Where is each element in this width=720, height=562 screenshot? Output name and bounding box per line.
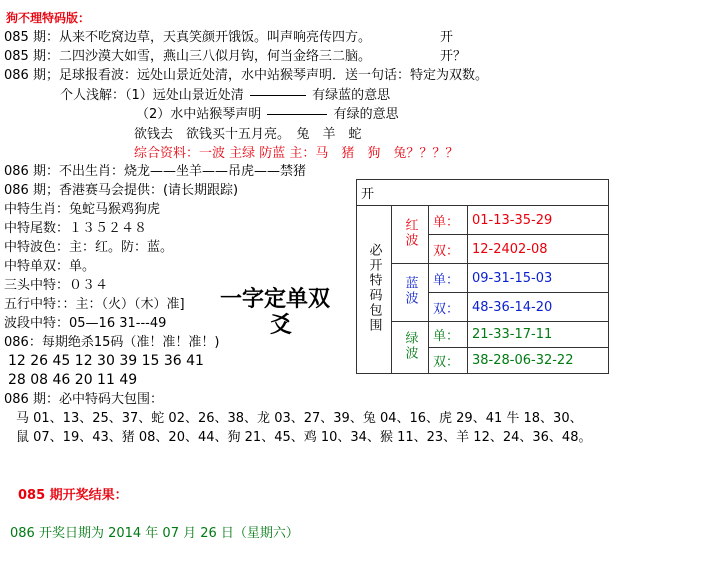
- personal-note-2-meaning: 有绿的意思: [333, 107, 399, 122]
- box-blue-label: [392, 264, 429, 322]
- box-blue-even: 48-36-14-20: [468, 293, 609, 322]
- big-surround-2: 鼠 07、19、43、猪 08、20、44、狗 21、45、鸡 10、34、猴 11、23、羊 12、24、36、48。: [16, 430, 592, 445]
- line-086-big: 086 期：必中特码大包围：: [4, 392, 163, 407]
- combined-info: 综合资料：一波 主绿 防蓝 主：马 猪 狗 兔？？？？: [134, 146, 459, 161]
- box-side-text: 必开特码包围: [366, 242, 382, 333]
- box-red-label: [392, 206, 429, 264]
- box-blue-odd: 09-31-15-03: [468, 264, 609, 293]
- line-085-result-2: 开？: [440, 49, 467, 64]
- line-086-kill15: 086：每期绝杀15码（准！准！准！): [4, 335, 220, 350]
- box-blue-even-label: 双：: [429, 293, 468, 322]
- big-slogan: 一字定单双: [220, 287, 331, 312]
- line-086-hk: 086 期；香港赛马会提供：(请长期跟踪): [4, 183, 239, 198]
- single-line: 中特单双：单。: [4, 259, 96, 274]
- segment-line: 波段中特：05—16 31---49: [4, 316, 167, 331]
- box-blue-text: 蓝波: [402, 275, 418, 306]
- box-green-even-label: 双：: [429, 348, 468, 374]
- line-085-riddle-1: 085 期：从来不吃窝边草，天真笑颜开饿饭。叫声响亮传四方。: [4, 30, 371, 45]
- box-red-text: 红波: [402, 217, 418, 248]
- head-line: 三头中特：０３４: [4, 278, 109, 293]
- wave-line: 中特波色：主：红。防：蓝。: [4, 240, 174, 255]
- box-red-even: 12-2402-08: [468, 235, 609, 264]
- line-086-riddle: 086 期；足球报看波：远处山景近处清，水中站猴琴声明．送一句话：特定为双数。: [4, 68, 488, 83]
- box-red-odd-label: 单：: [429, 206, 468, 235]
- box-green-odd: 21-33-17-11: [468, 322, 609, 348]
- line-085-riddle-2: 085 期：二四沙漠大如雪，燕山三八似月钩，何当金络三二脑。: [4, 49, 371, 64]
- line-085-result-1: 开: [440, 30, 454, 45]
- box-green-odd-label: 单：: [429, 322, 468, 348]
- box-red-even-label: 双：: [429, 235, 468, 264]
- result-title: 085 期开奖结果：: [18, 488, 128, 503]
- box-blue-odd-label: 单：: [429, 264, 468, 293]
- tail-line: 中特尾数：１３５２４８: [4, 221, 148, 236]
- personal-note-1-text: 个人浅解：（1）远处山景近处清: [60, 88, 244, 103]
- header-title: 狗不理特码版：: [6, 11, 91, 25]
- personal-note-2-text: （2）水中站猴琴声明: [136, 107, 262, 122]
- dash-line: [250, 95, 306, 96]
- box-side-label: [357, 206, 392, 374]
- line-086-no-zodiac: 086 期：不出生肖：烧龙——坐羊——吊虎——禁猪: [4, 164, 306, 179]
- personal-note-3: 欲钱去 欲钱买十五月亮。 兔 羊 蛇: [134, 127, 362, 142]
- box-green-label: [392, 322, 429, 374]
- zodiac-line: 中特生肖：兔蛇马猴鸡狗虎: [4, 202, 161, 217]
- box-red-odd: 01-13-35-29: [468, 206, 609, 235]
- dash-line: [267, 114, 327, 115]
- big-slogan-2: 爻: [270, 313, 293, 338]
- personal-note-2: [136, 106, 399, 123]
- box-green-even: 38-28-06-32-22: [468, 348, 609, 374]
- box-green-text: 绿波: [402, 330, 418, 361]
- big-surround-1: 马 01、13、25、37、蛇 02、26、38、龙 03、27、39、兔 04、16、虎 29、41 牛 18、30、: [16, 411, 583, 426]
- personal-note-1-meaning: 有绿蓝的意思: [312, 88, 391, 103]
- kill-numbers-2: 28 08 46 20 11 49: [8, 372, 138, 388]
- prediction-table: [356, 179, 609, 374]
- personal-note-1: [60, 87, 390, 104]
- box-open: 开: [357, 180, 609, 206]
- draw-date: 086 开奖日期为 2014 年 07 月 26 日（星期六）: [10, 526, 299, 541]
- kill-numbers-1: 12 26 45 12 30 39 15 36 41: [8, 353, 204, 369]
- element-line: 五行中特：：主：（火）（木）准]: [4, 297, 185, 312]
